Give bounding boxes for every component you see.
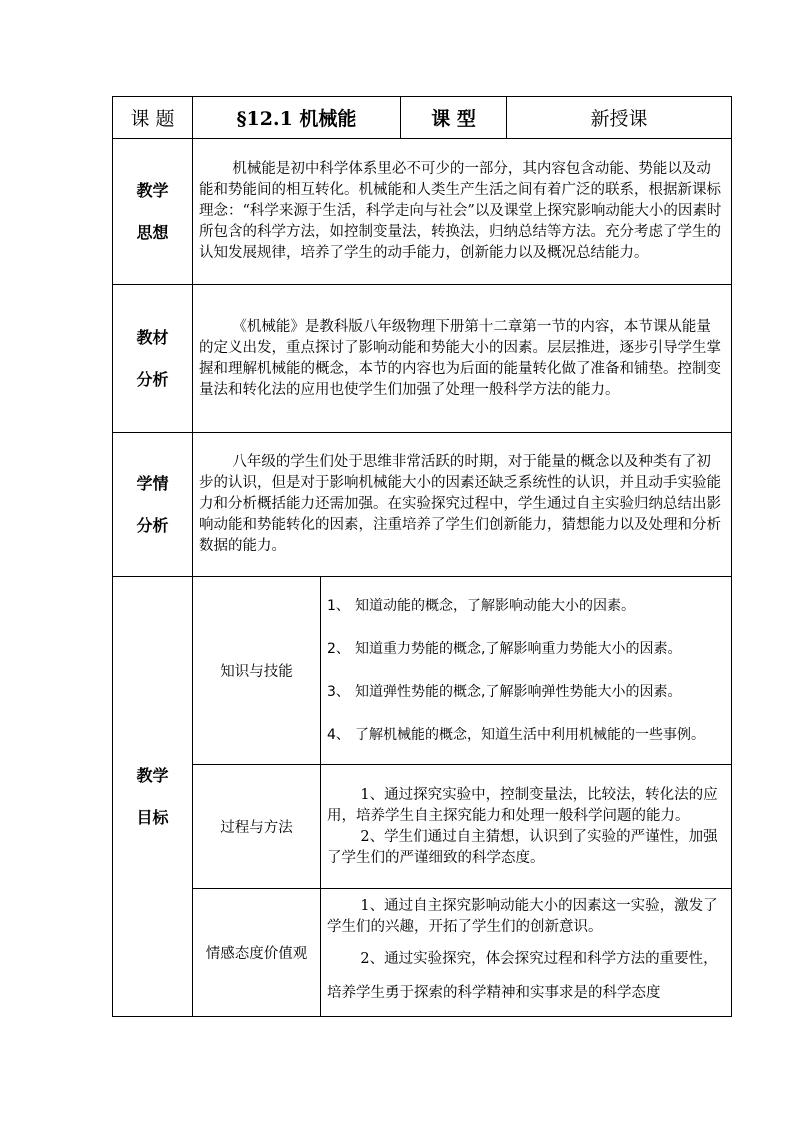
affect-row bbox=[113, 889, 732, 1017]
process-content bbox=[321, 765, 732, 889]
student-analysis-label-line1: 学情 bbox=[136, 473, 169, 493]
student-analysis-content bbox=[193, 433, 732, 577]
topic-value: §12.1 机械能 bbox=[193, 97, 401, 139]
student-analysis-label bbox=[113, 433, 193, 577]
material-analysis-label-line1: 教材 bbox=[136, 327, 169, 347]
knowledge-content bbox=[321, 577, 732, 765]
process-paragraph-1: 1、通过探究实验中，控制变量法，比较法，转化法的应用，培养学生自主探究能力和处理一般科学问题的能力。 bbox=[327, 786, 718, 824]
type-value: 新授课 bbox=[507, 97, 732, 139]
knowledge-item-num: 1、 bbox=[327, 597, 350, 614]
teaching-thought-label-line1: 教学 bbox=[136, 180, 169, 200]
material-analysis-text: 《机械能》是教科版八年级物理下册第十二章第一节的内容，本节课从能量的定义出发，重点探讨了影响动能和势能大小的因素。层层推进，逐步引导学生掌握和理解机械能的概念，本节的内容也为后面的能量转化做了准备和铺垫。控制变量法和转化法的应用也使学生们加强了处理一般科学方法的能力。 bbox=[199, 318, 721, 398]
type-label: 课 型 bbox=[401, 97, 507, 139]
process-label: 过程与方法 bbox=[193, 765, 321, 889]
teaching-thought-row bbox=[113, 139, 732, 285]
teaching-thought-content bbox=[193, 139, 732, 285]
goals-label bbox=[113, 577, 193, 1017]
topic-label: 课 题 bbox=[113, 97, 193, 139]
knowledge-label: 知识与技能 bbox=[193, 577, 321, 765]
material-analysis-row bbox=[113, 285, 732, 433]
material-analysis-label bbox=[113, 285, 193, 433]
knowledge-item bbox=[327, 639, 725, 660]
material-analysis-content bbox=[193, 285, 732, 433]
affect-content bbox=[321, 889, 732, 1017]
student-analysis-row bbox=[113, 433, 732, 577]
knowledge-item-text: 知道动能的概念，了解影响动能大小的因素。 bbox=[355, 597, 635, 614]
knowledge-item-num: 4、 bbox=[327, 726, 350, 743]
affect-label: 情感态度价值观 bbox=[193, 889, 321, 1017]
student-analysis-label-line2: 分析 bbox=[136, 515, 169, 535]
knowledge-list bbox=[321, 596, 731, 746]
goals-label-line1: 教学 bbox=[136, 765, 169, 785]
goals-label-line2: 目标 bbox=[136, 807, 169, 827]
affect-paragraph-2: 2、通过实验探究，体会探究过程和科学方法的重要性，培养学生勇于探索的科学精神和实事求是的科学态度 bbox=[327, 950, 718, 1001]
knowledge-item bbox=[327, 682, 725, 703]
teaching-thought-label bbox=[113, 139, 193, 285]
teaching-thought-text: 机械能是初中科学体系里必不可少的一部分，其内容包含动能、势能以及动能和势能间的相互转化。机械能和人类生产生活之间有着广泛的联系，根据新课标理念：“科学来源于生活，科学走向与社会”以及课堂上探究影响动能大小的因素时所包含的科学方法，如控制变量法，转换法，归纳总结等方法。充分考虑了学生的认知发展规律，培养了学生的动手能力，创新能力以及概况总结能力。 bbox=[199, 161, 722, 261]
header-row bbox=[113, 97, 732, 139]
knowledge-item-text: 知道重力势能的概念,了解影响重力势能大小的因素。 bbox=[355, 640, 682, 657]
knowledge-item bbox=[327, 725, 725, 746]
teaching-thought-label-line2: 思想 bbox=[136, 222, 169, 242]
knowledge-item-text: 知道弹性势能的概念,了解影响弹性势能大小的因素。 bbox=[355, 683, 682, 700]
material-analysis-label-line2: 分析 bbox=[136, 369, 169, 389]
knowledge-item-text: 了解机械能的概念，知道生活中利用机械能的一些事例。 bbox=[355, 726, 705, 743]
lesson-plan-table bbox=[112, 96, 732, 1017]
student-analysis-text: 八年级的学生们处于思维非常活跃的时期，对于能量的概念以及种类有了初步的认识，但是对于影响机械能大小的因素还缺乏系统性的认识，并且动手实验能力和分析概括能力还需加强。在实验探究过程中，学生通过自主实验归纳总结出影响动能和势能转化的因素，注重培养了学生们创新能力，猜想能力以及处理和分析数据的能力。 bbox=[199, 454, 721, 554]
process-paragraph-2: 2、学生们通过自主猜想，认识到了实验的严谨性，加强了学生们的严谨细致的科学态度。 bbox=[327, 828, 718, 866]
affect-paragraph-1: 1、通过自主探究影响动能大小的因素这一实验，激发了学生们的兴趣，开拓了学生们的创新意识。 bbox=[327, 897, 718, 935]
knowledge-item-num: 2、 bbox=[327, 640, 350, 657]
knowledge-row bbox=[113, 577, 732, 765]
knowledge-item bbox=[327, 596, 725, 617]
process-row bbox=[113, 765, 732, 889]
knowledge-item-num: 3、 bbox=[327, 683, 350, 700]
